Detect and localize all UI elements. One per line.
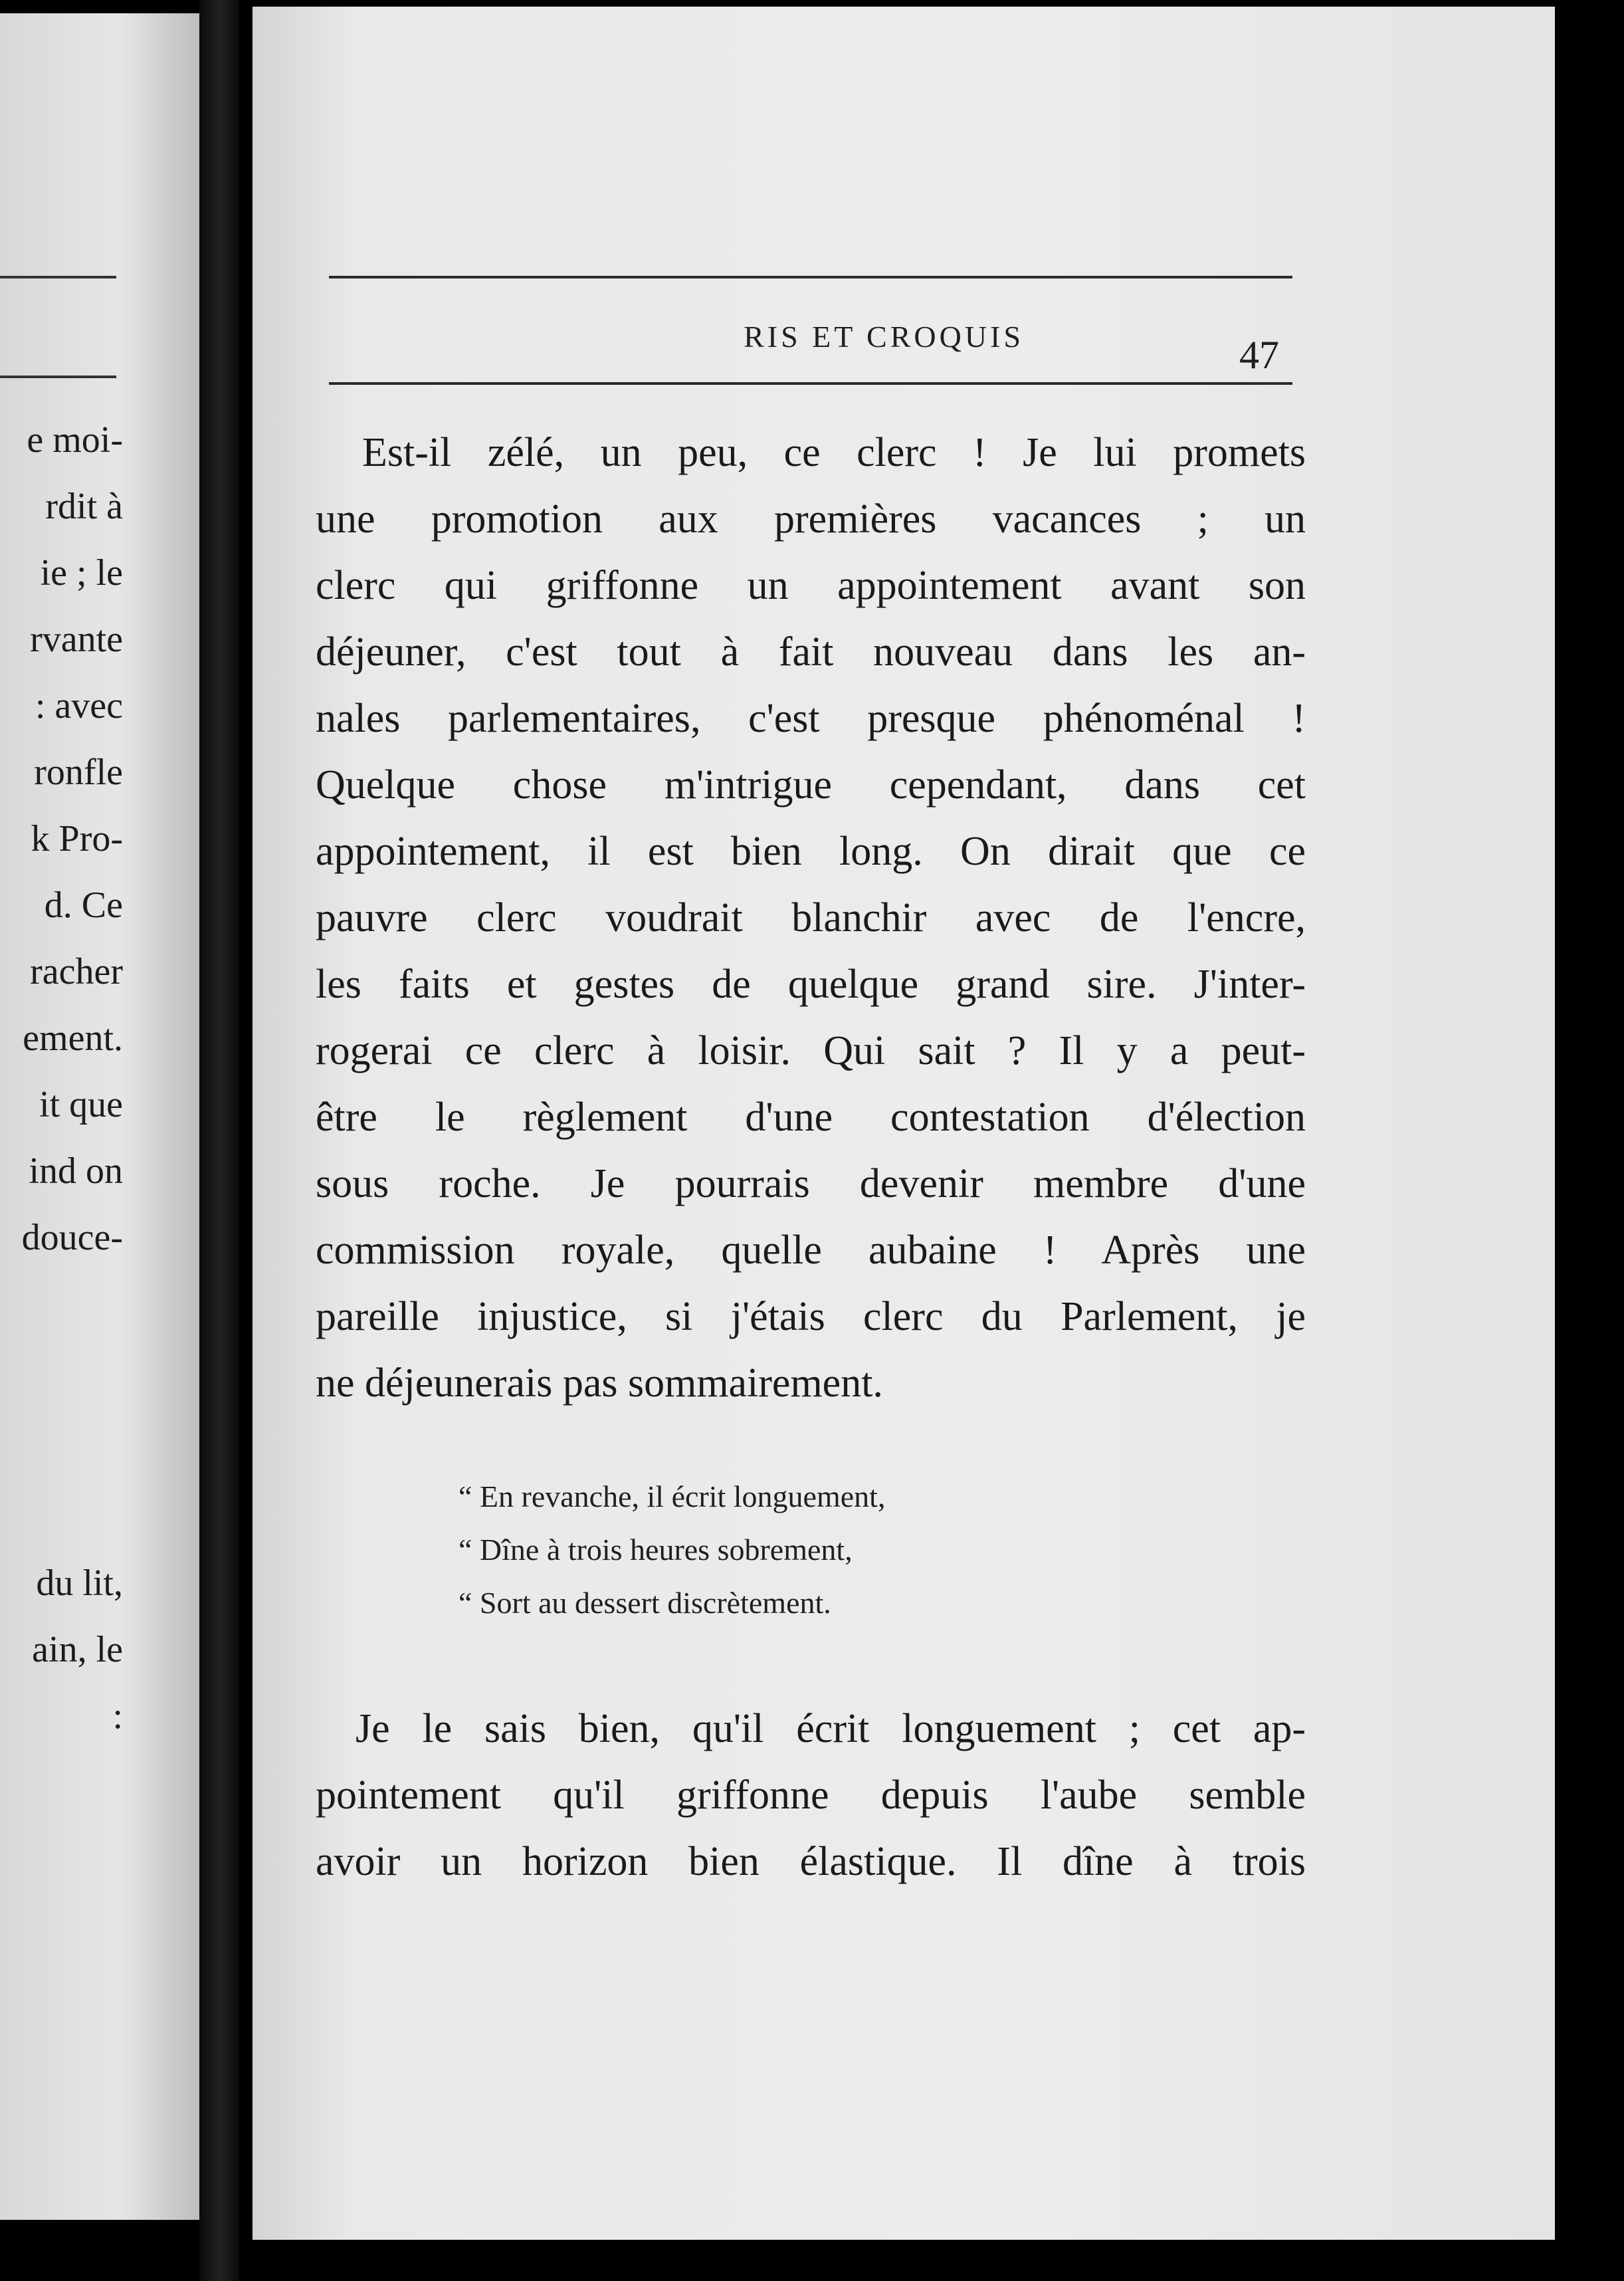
page-number: 47 — [1239, 333, 1279, 377]
quote-line: “ Sort au dessert discrètement. — [458, 1586, 831, 1620]
left-line: ind on — [29, 1150, 123, 1192]
text-line-last: ne déjeunerais pas sommairement. — [316, 1360, 883, 1406]
quote-line: “ En revanche, il écrit longuement, — [458, 1479, 886, 1513]
text-line: commission royale, quelle aubaine ! Après une — [316, 1228, 1306, 1273]
text-line: une promotion aux premières vacances ; un — [316, 496, 1306, 542]
left-bottom-rule — [0, 376, 116, 378]
left-line: ie ; le — [40, 552, 123, 594]
left-line: douce- — [21, 1217, 123, 1258]
left-line: d. Ce — [44, 885, 123, 926]
text-line: pointement qu'il griffonne depuis l'aube semble — [316, 1773, 1306, 1818]
left-line: ement. — [23, 1018, 123, 1059]
text-line: les faits et gestes de quelque grand sire. J'inter- — [316, 962, 1306, 1007]
text-line: pauvre clerc voudrait blanchir avec de l'encre, — [316, 895, 1306, 940]
left-line: it que — [39, 1084, 123, 1125]
text-line: pareille injustice, si j'étais clerc du Parlement, je — [316, 1294, 1306, 1339]
book-page — [253, 7, 1555, 2240]
left-line: ronfle — [34, 752, 123, 793]
left-line: rvante — [30, 619, 123, 660]
text-line: rogerai ce clerc à loisir. Qui sait ? Il y a peut- — [316, 1028, 1306, 1073]
book-gutter — [199, 0, 239, 2281]
text-line: nales parlementaires, c'est presque phénoménal ! — [316, 696, 1306, 741]
left-line: e moi- — [27, 419, 123, 461]
text-line: avoir un horizon bien élastique. Il dîne à trois — [316, 1839, 1306, 1884]
text-line: déjeuner, c'est tout à fait nouveau dans les an- — [316, 629, 1306, 675]
text-line: Est-il zélé, un peu, ce clerc ! Je lui promets — [362, 430, 1306, 475]
text-line: Quelque chose m'intrigue cependant, dans cet — [316, 762, 1306, 808]
text-line: sous roche. Je pourrais devenir membre d'une — [316, 1161, 1306, 1206]
left-line: du lit, — [36, 1563, 123, 1604]
left-top-rule — [0, 276, 116, 278]
left-line: : — [112, 1695, 123, 1737]
left-line: rdit à — [45, 486, 123, 527]
text-line: Je le sais bien, qu'il écrit longuement ; cet ap- — [355, 1706, 1306, 1751]
text-line: appointement, il est bien long. On dirait que ce — [316, 829, 1306, 874]
quote-line: “ Dîne à trois heures sobrement, — [458, 1533, 853, 1567]
left-line: k Pro- — [31, 818, 123, 859]
body-text — [316, 7, 1306, 2200]
left-line: : avec — [35, 685, 123, 726]
left-line: ain, le — [32, 1629, 123, 1670]
text-line: clerc qui griffonne un appointement avant son — [316, 563, 1306, 608]
left-facing-page — [0, 13, 199, 2220]
text-line: être le règlement d'une contestation d'élection — [316, 1095, 1306, 1140]
left-line: racher — [30, 951, 123, 992]
running-title: RIS ET CROQUIS — [744, 320, 1024, 354]
